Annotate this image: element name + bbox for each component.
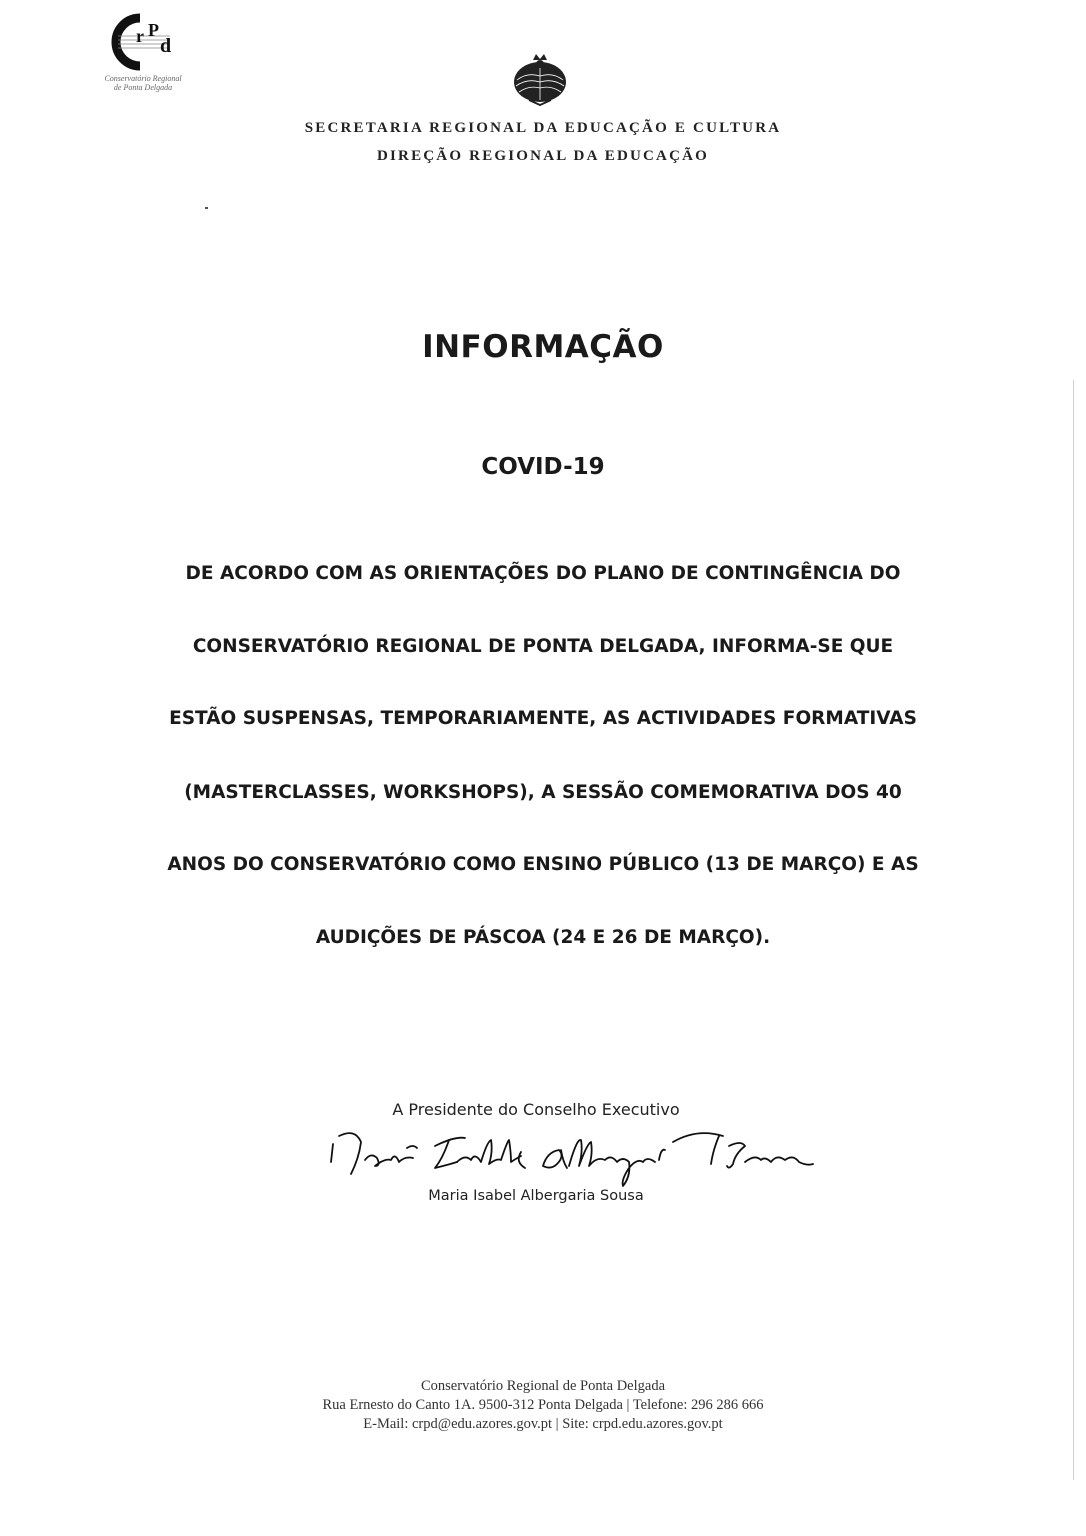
signatory-name: Maria Isabel Albergaria Sousa — [428, 1188, 644, 1204]
body-line: AUDIÇÕES DE PÁSCOA (24 E 26 DE MARÇO). — [315, 927, 771, 948]
logo-caption-line1: Conservatório Regional — [104, 74, 182, 83]
svg-text:r: r — [136, 26, 144, 46]
body-line: (MASTERCLASSES, WORKSHOPS), A SESSÃO COMEMORATIVA DOS 40 — [184, 782, 902, 803]
header-secretaria: SECRETARIA REGIONAL DA EDUCAÇÃO E CULTURA — [304, 120, 782, 136]
signatory-role: A Presidente do Conselho Executivo — [392, 1100, 680, 1119]
svg-text:d: d — [160, 35, 172, 57]
body-line: ANOS DO CONSERVATÓRIO COMO ENSINO PÚBLICO (13 DE MARÇO) E AS — [167, 854, 919, 875]
body-line: DE ACORDO COM AS ORIENTAÇÕES DO PLANO DE CONTINGÊNCIA DO — [185, 563, 901, 584]
header-direcao: DIREÇÃO REGIONAL DA EDUCAÇÃO — [376, 148, 710, 164]
crpd-logo-icon — [102, 12, 182, 72]
svg-text:P: P — [148, 20, 159, 40]
document-subtitle: COVID-19 — [481, 454, 605, 480]
footer-institution: Conservatório Regional de Ponta Delgada — [420, 1378, 666, 1394]
azores-crest-icon — [507, 50, 573, 106]
logo-caption-line2: de Ponta Delgada — [113, 83, 173, 92]
scan-edge-line — [1073, 380, 1074, 1480]
logo-caption — [88, 74, 198, 92]
body-line: CONSERVATÓRIO REGIONAL DE PONTA DELGADA, INFORMA-SE QUE — [192, 636, 894, 657]
conservatory-logo — [88, 12, 198, 92]
handwritten-signature — [325, 1122, 815, 1192]
scan-mark — [205, 207, 208, 209]
footer-address: Rua Ernesto do Canto 1A. 9500-312 Ponta Delgada | Telefone: 296 286 666 — [322, 1397, 764, 1413]
document-title: INFORMAÇÃO — [422, 329, 664, 365]
footer-contacts: E-Mail: crpd@edu.azores.gov.pt | Site: crpd.edu.azores.gov.pt — [363, 1416, 723, 1432]
body-line: ESTÃO SUSPENSAS, TEMPORARIAMENTE, AS ACTIVIDADES FORMATIVAS — [169, 708, 917, 729]
